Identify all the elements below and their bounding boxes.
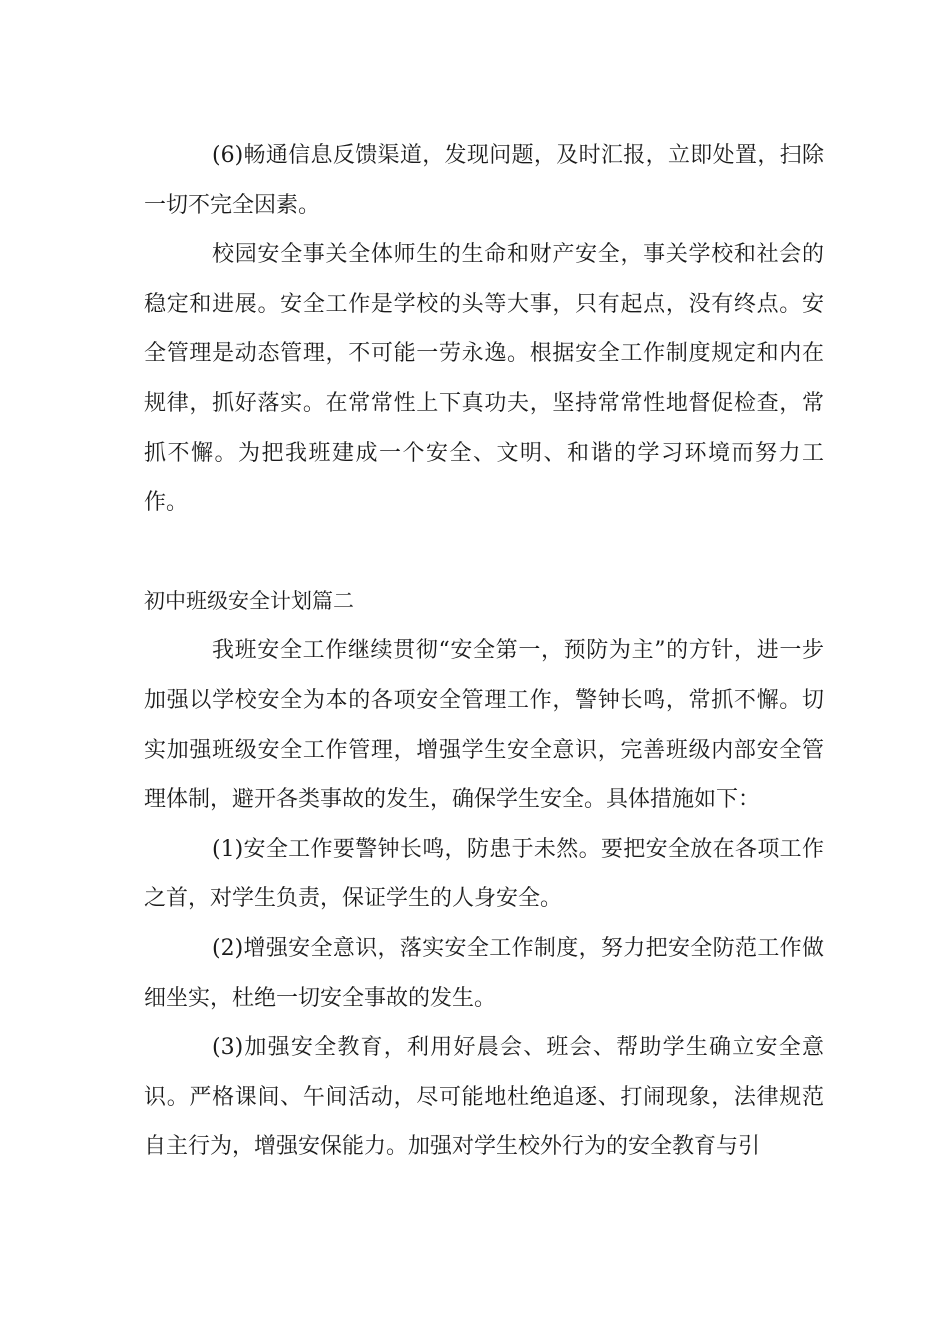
paragraph-item-2: (2)增强安全意识，落实安全工作制度，努力把安全防范工作做细坐实，杜绝一切安全事故的发生。 bbox=[144, 935, 824, 1011]
document-body bbox=[144, 131, 824, 1172]
paragraph-item-6: (6)畅通信息反馈渠道，发现问题，及时汇报，立即处置，扫除一切不完全因素。 bbox=[144, 143, 824, 218]
paragraph-intro: 我班安全工作继续贯彻“安全第一，预防为主”的方针，进一步加强以学校安全为本的各项安全管理工作，警钟长鸣，常抓不懈。切实加强班级安全工作管理，增强学生安全意识，完善班级内部安全管理体制，避开各类事故的发生，确保学生安全。具体措施如下： bbox=[144, 638, 824, 813]
section-heading: 初中班级安全计划篇二 bbox=[144, 588, 354, 613]
paragraph-item-1: (1)安全工作要警钟长鸣，防患于未然。要把安全放在各项工作之首，对学生负责，保证学生的人身安全。 bbox=[144, 836, 824, 912]
paragraph-campus-safety: 校园安全事关全体师生的生命和财产安全，事关学校和社会的稳定和进展。安全工作是学校的头等大事，只有起点，没有终点。安全管理是动态管理，不可能一劳永逸。根据安全工作制度规定和内在规律，抓好落实。在常常性上下真功夫，坚持常常性地督促检查，常抓不懈。为把我班建成一个安全、文明、和谐的学习环境而努力工作。 bbox=[144, 242, 824, 516]
paragraph-item-3: (3)加强安全教育，利用好晨会、班会、帮助学生确立安全意识。严格课间、午间活动，尽可能地杜绝追逐、打闹现象，法律规范自主行为，增强安保能力。加强对学生校外行为的安全教育与引 bbox=[144, 1035, 824, 1160]
